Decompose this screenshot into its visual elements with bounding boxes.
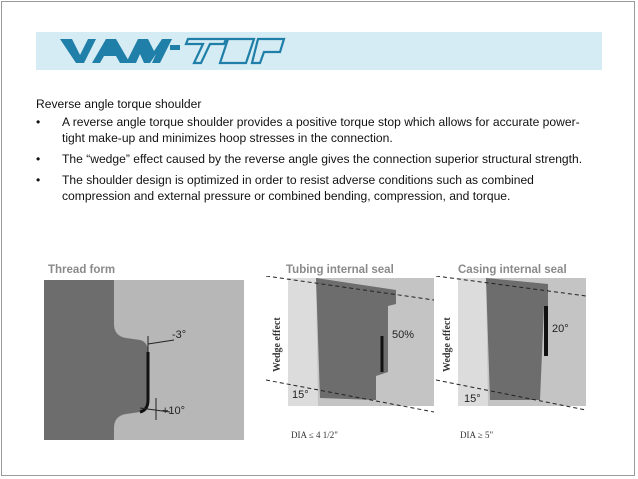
bullet-marker: •: [36, 115, 41, 129]
tubing-seal-title: Tubing internal seal: [286, 264, 394, 276]
bullet-marker: •: [36, 173, 41, 187]
tubing-seal-diagram: [266, 276, 434, 426]
tubing-wedge-label: Wedge effect: [272, 317, 283, 372]
tubing-dia-label: DIA ≤ 4 1/2": [291, 430, 338, 440]
vam-top-logo: [58, 35, 288, 67]
casing-dia-label: DIA ≥ 5": [460, 430, 494, 440]
casing-angle-top: 20°: [552, 323, 569, 335]
bullet-item: [36, 172, 596, 204]
thread-form-diagram: [44, 280, 244, 440]
bullet-item: [36, 114, 596, 146]
thread-angle-bottom: +10°: [162, 405, 186, 417]
bullet-marker: •: [36, 152, 41, 166]
tubing-percent: 50%: [392, 329, 415, 341]
section-heading: Reverse angle torque shoulder: [36, 97, 202, 111]
bullet-text: The shoulder design is optimized in order to resist adverse conditions such as combined compression and external pressure or combined bending, compression, and torque.: [62, 173, 534, 203]
bullet-item: [36, 151, 596, 167]
thread-form-title: Thread form: [48, 264, 116, 276]
casing-angle: 15°: [464, 393, 481, 405]
casing-seal-diagram: [436, 276, 586, 426]
content-text: [36, 96, 596, 209]
tubing-angle: 15°: [292, 389, 309, 401]
bullet-text: A reverse angle torque shoulder provides a positive torque stop which allows for accurate power-tight make-up and minimizes hoop stresses in the connection.: [62, 115, 580, 145]
casing-wedge-label: Wedge effect: [442, 317, 453, 372]
bullet-text: The “wedge” effect caused by the reverse angle gives the connection superior structural strength.: [62, 152, 583, 166]
casing-seal-title: Casing internal seal: [458, 264, 567, 276]
thread-angle-top: -3°: [172, 329, 187, 341]
